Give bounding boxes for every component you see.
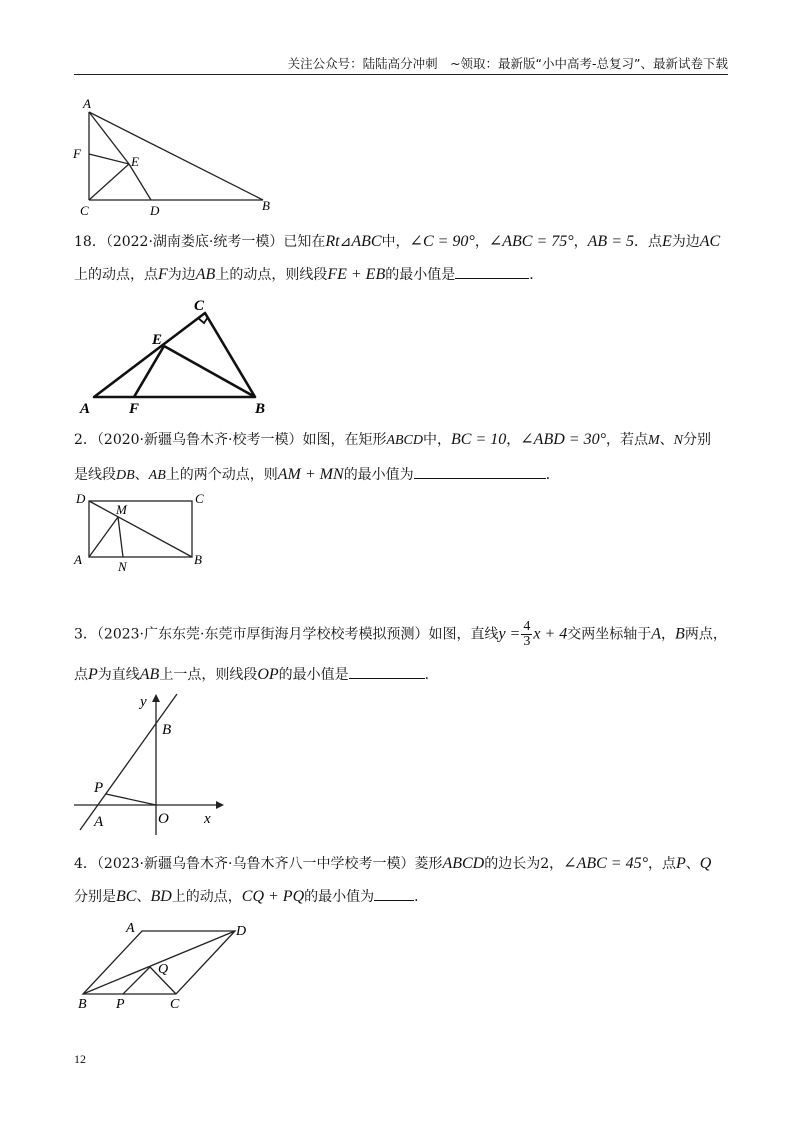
label-e: E [152, 332, 163, 348]
label-c: C [194, 298, 205, 314]
label-e: E [131, 154, 139, 169]
label-a: A [83, 96, 91, 111]
label-c: C [80, 203, 89, 218]
label-q: Q [158, 962, 169, 977]
label-f: F [73, 146, 81, 161]
answer-blank-4 [374, 886, 414, 901]
diagonal-db [89, 501, 192, 557]
figure-triangle-abc-top [70, 96, 280, 220]
question-4-line2: 分别是BC、BD上的动点，CQ + PQ的最小值为 ． [74, 888, 429, 905]
label-c: C [170, 997, 180, 1012]
segment-mn [118, 517, 123, 557]
y-axis-arrow [152, 694, 160, 702]
label-p: P [94, 780, 104, 796]
label-a: A [74, 552, 82, 567]
figure-q4-rhombus [74, 918, 264, 1014]
question-4-line1: 4．（2023·新疆乌鲁木齐·乌鲁木齐八一中学校考一模）菱形ABCD的边长为2，∠ABC = 45°，点P、Q [74, 855, 712, 872]
label-o: O [158, 811, 169, 827]
figure-q2-rectangle [70, 490, 220, 574]
question-2-line2: 是线段DB、AB上的两个动点，则AM + MN的最小值为 ． [74, 466, 560, 483]
answer-blank-18 [455, 264, 529, 279]
label-d: D [150, 203, 160, 218]
answer-blank-2 [414, 464, 546, 479]
fraction-4-3: $\frac{4}{3}$ [523, 619, 531, 649]
segment-ae [89, 112, 129, 164]
label-x: x [204, 811, 211, 827]
header-rule [74, 74, 728, 75]
page-header: 关注公众号：陆陆高分冲刺 ~领取：最新版“小中高考-总复习”、最新试卷下载 [287, 56, 728, 71]
label-b: B [262, 198, 270, 213]
question-18-line2: 上的动点，点F为边AB上的动点，则线段FE + EB的最小值是 ． [74, 266, 544, 283]
label-d: D [236, 924, 247, 939]
segment-ab [89, 112, 263, 200]
label-a: A [94, 814, 104, 830]
question-3-line2: 点P为直线AB上一点，则线段OP的最小值是 ． [74, 666, 439, 683]
label-a: A [80, 401, 91, 417]
figure-q3-coordinate [70, 690, 230, 840]
label-f: F [129, 401, 140, 417]
line-ab [80, 694, 177, 830]
label-b: B [162, 722, 172, 738]
answer-blank-3 [349, 664, 425, 679]
segment-ef [134, 346, 164, 397]
label-b: B [78, 997, 87, 1012]
question-3-line1: 3．（2023·广东东莞·东莞市厚街海月学校校考模拟预测）如图，直线y = $\frac{4}{3}$ x + 4交两坐标轴于A，B两点， [74, 619, 727, 649]
label-n: N [118, 559, 127, 574]
label-b: B [255, 401, 266, 417]
segment-ed [129, 164, 151, 200]
label-y: y [140, 694, 147, 710]
label-b: B [194, 552, 202, 567]
x-axis-arrow [216, 801, 224, 809]
figure-q18-triangle [74, 296, 274, 420]
question-2-line1: 2．（2020·新疆乌鲁木齐·校考一模）如图，在矩形ABCD中，BC = 10，∠ABD = 30°，若点M、N分别 [74, 431, 711, 448]
segment-eb [164, 346, 255, 397]
label-d: D [76, 491, 86, 506]
label-c: C [195, 491, 204, 506]
label-m: M [116, 502, 127, 517]
segment-op [106, 794, 156, 805]
label-a: A [126, 921, 135, 936]
segment-ce [89, 164, 129, 200]
page-number: 12 [74, 1052, 86, 1066]
label-p: P [116, 997, 125, 1012]
question-18-line1: 18．（2022·湖南娄底·统考一模）已知在Rt⊿ABC中，∠C = 90°，∠ABC = 75°，AB = 5．点E为边AC [74, 233, 721, 250]
segment-pq [123, 967, 150, 994]
segment-am [89, 517, 118, 557]
